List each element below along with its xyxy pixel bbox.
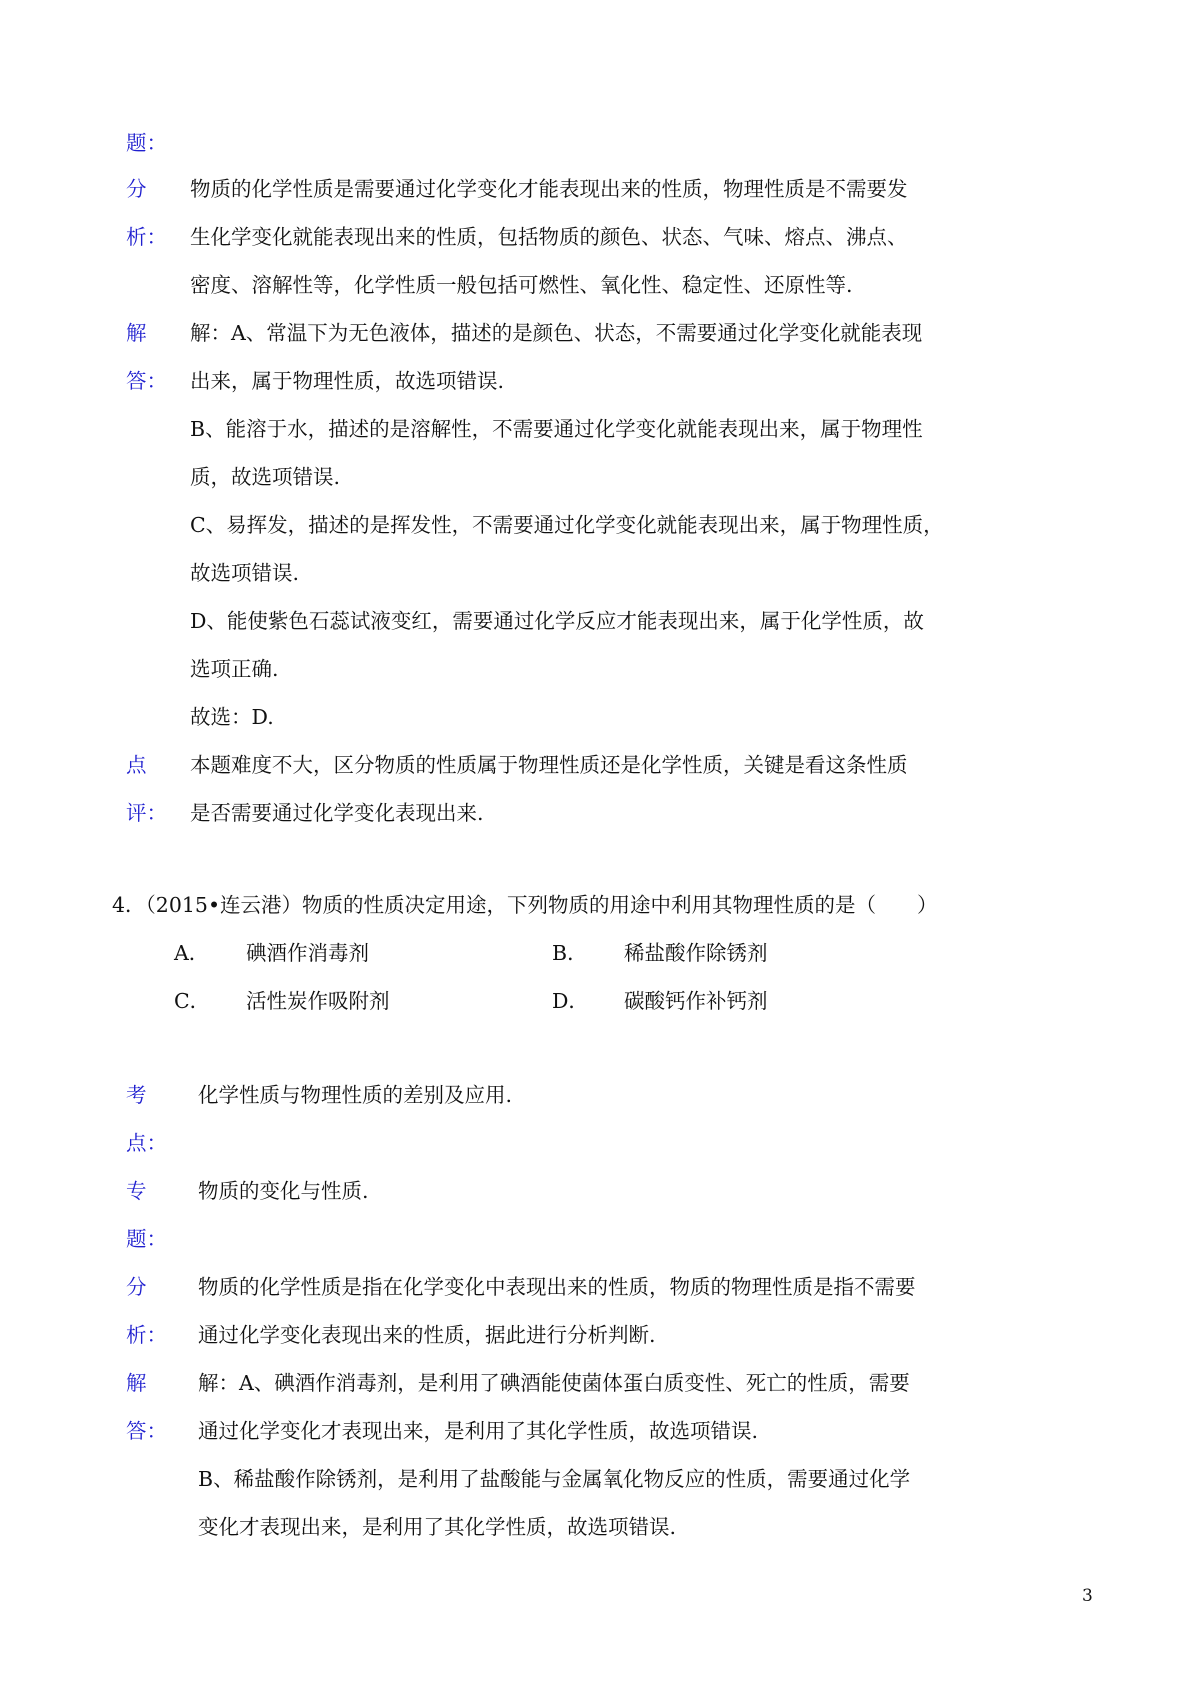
answer-line: 变化才表现出来，是利用了其化学性质，故选项错误. — [198, 1515, 677, 1539]
answer-line: 通过化学变化才表现出来，是利用了其化学性质，故选项错误. — [198, 1419, 759, 1443]
point-label-2: 点： — [126, 1131, 167, 1155]
analysis-label-1: 分 — [126, 1275, 147, 1299]
comment-line: 是否需要通过化学变化表现出来. — [190, 801, 484, 825]
comment-label-2: 评： — [126, 801, 167, 825]
comment-line: 本题难度不大，区分物质的性质属于物理性质还是化学性质，关键是看这条性质 — [190, 753, 908, 777]
analysis-line: 生化学变化就能表现出来的性质，包括物质的颜色、状态、气味、熔点、沸点、 — [190, 225, 908, 249]
option-text-d: 碳酸钙作补钙剂 — [624, 989, 768, 1013]
option-letter-c: C． — [174, 989, 211, 1013]
answer-line: C、易挥发，描述的是挥发性，不需要通过化学变化就能表现出来，属于物理性质， — [190, 513, 944, 537]
page-number: 3 — [1082, 1586, 1093, 1606]
answer-line: 质，故选项错误. — [190, 465, 341, 489]
topic-label-end: 题： — [126, 131, 167, 155]
analysis-label-2: 析： — [126, 1323, 167, 1347]
option-text-b: 稀盐酸作除锈剂 — [624, 941, 768, 965]
answer-line: 解：A、常温下为无色液体，描述的是颜色、状态，不需要通过化学变化就能表现 — [190, 321, 923, 345]
answer-label-2: 答： — [126, 369, 167, 393]
topic-text: 物质的变化与性质. — [198, 1179, 369, 1203]
answer-line: 故选：D. — [190, 705, 274, 729]
answer-line: 故选项错误. — [190, 561, 300, 585]
point-text: 化学性质与物理性质的差别及应用. — [198, 1083, 513, 1107]
analysis-line: 密度、溶解性等，化学性质一般包括可燃性、氧化性、稳定性、还原性等. — [190, 273, 853, 297]
answer-line: B、稀盐酸作除锈剂，是利用了盐酸能与金属氧化物反应的性质，需要通过化学 — [198, 1467, 911, 1491]
analysis-line: 通过化学变化表现出来的性质，据此进行分析判断. — [198, 1323, 656, 1347]
option-text-a: 碘酒作消毒剂 — [246, 941, 369, 965]
option-letter-d: D． — [552, 989, 589, 1013]
analysis-label-2: 析： — [126, 225, 167, 249]
answer-line: 出来，属于物理性质，故选项错误. — [190, 369, 505, 393]
option-text-c: 活性炭作吸附剂 — [246, 989, 390, 1013]
option-letter-a: A． — [174, 941, 210, 965]
answer-line: D、能使紫色石蕊试液变红，需要通过化学反应才能表现出来，属于化学性质，故 — [190, 609, 924, 633]
topic-label-1: 专 — [126, 1179, 147, 1203]
option-letter-b: B． — [552, 941, 588, 965]
analysis-line: 物质的化学性质是需要通过化学变化才能表现出来的性质，物理性质是不需要发 — [190, 177, 908, 201]
topic-label-2: 题： — [126, 1227, 167, 1251]
answer-line: 解：A、碘酒作消毒剂，是利用了碘酒能使菌体蛋白质变性、死亡的性质，需要 — [198, 1371, 910, 1395]
answer-label-1: 解 — [126, 321, 147, 345]
answer-line: B、能溶于水，描述的是溶解性，不需要通过化学变化就能表现出来，属于物理性 — [190, 417, 923, 441]
analysis-line: 物质的化学性质是指在化学变化中表现出来的性质，物质的物理性质是指不需要 — [198, 1275, 916, 1299]
comment-label-1: 点 — [126, 753, 147, 777]
answer-line: 选项正确. — [190, 657, 279, 681]
question-stem: 4．（2015•连云港）物质的性质决定用途，下列物质的用途中利用其物理性质的是（ ） — [112, 893, 938, 917]
point-label-1: 考 — [126, 1083, 147, 1107]
answer-label-1: 解 — [126, 1371, 147, 1395]
answer-label-2: 答： — [126, 1419, 167, 1443]
analysis-label-1: 分 — [126, 177, 147, 201]
